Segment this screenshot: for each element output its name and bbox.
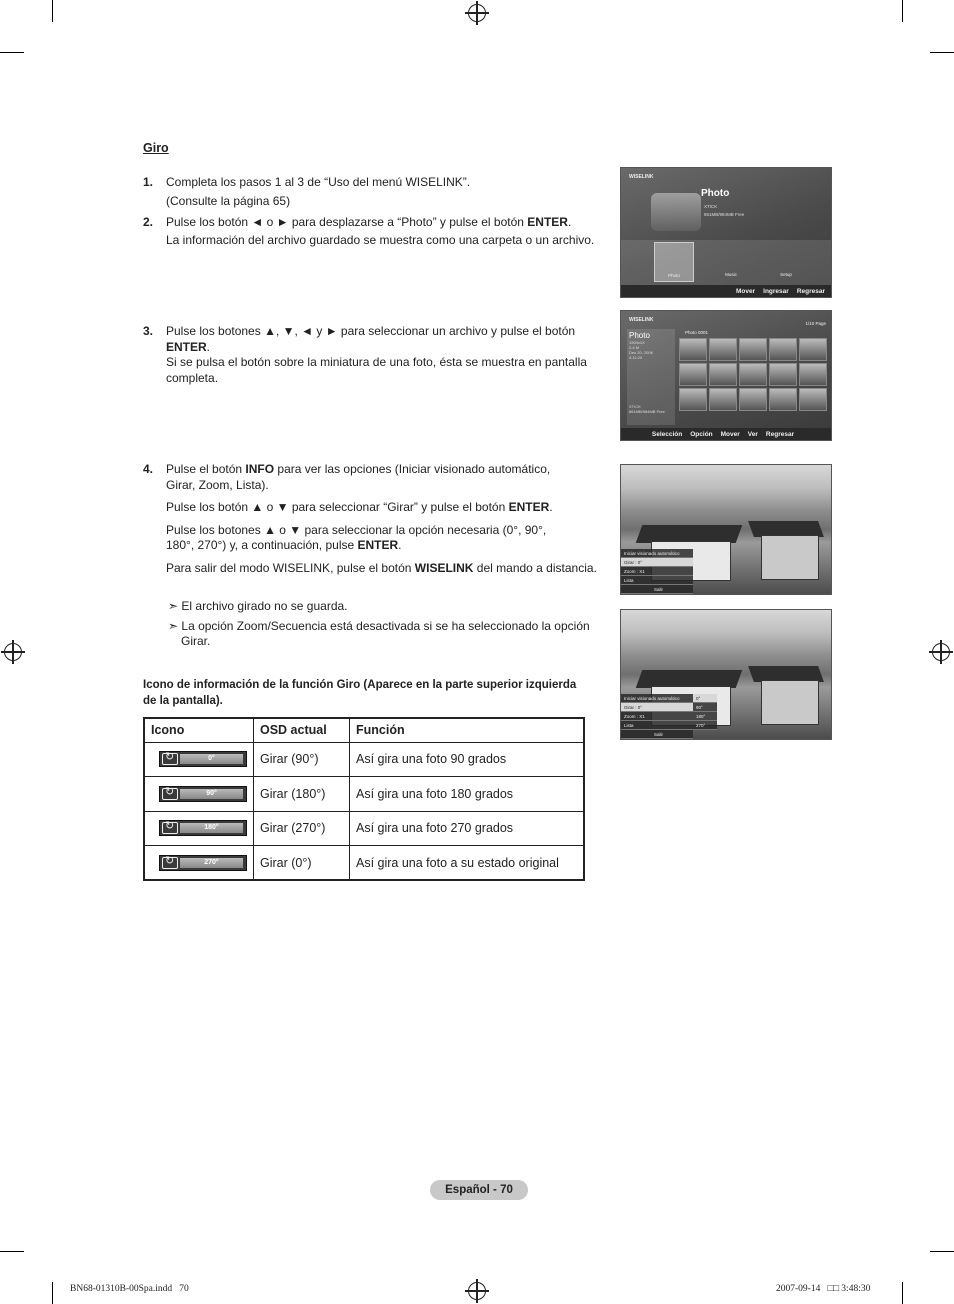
function-cell: Así gira una foto 180 grados [350, 777, 585, 812]
file-info: XTICK [629, 404, 641, 409]
menu-item-label: Setup [780, 272, 792, 277]
step-line: Si se pulsa el botón sobre la miniatura de una foto, ésta se muestra en pantalla [166, 355, 587, 369]
step-text [166, 324, 611, 386]
note-text: Girar. [181, 634, 211, 648]
column-header: Función [350, 718, 585, 742]
osd-menu-item[interactable]: Lista [621, 721, 693, 730]
step-line [166, 561, 611, 577]
thumbnail[interactable] [739, 338, 767, 361]
thumbnail[interactable] [739, 388, 767, 411]
osd-cell: Girar (180°) [254, 777, 350, 812]
folder-label: Photo 0001 [685, 330, 709, 335]
storage-free: 861MB/984MB Free [704, 212, 745, 217]
note-text: El archivo girado no se guarda. [181, 599, 348, 613]
rotate-icon [162, 753, 178, 765]
thumbnail[interactable] [679, 338, 707, 361]
note-arrow-icon: ➣ [168, 599, 179, 613]
icon-cell [144, 846, 254, 881]
step-text [166, 215, 611, 248]
step-line: Pulse los botones ▲, ▼, ◄ y ► para seleccionar un archivo y pulse el botón [166, 324, 576, 338]
step-line [166, 538, 611, 554]
osd-menu-item[interactable]: Iniciar visionado automático [621, 549, 693, 558]
table-header-row [144, 718, 584, 742]
file-info: Dec 20, 2006 [629, 350, 653, 355]
wiselink-logo: WISELINK [629, 174, 654, 180]
device-name: XTICK [704, 204, 718, 209]
wiselink-logo: WISELINK [629, 317, 654, 323]
rotate-osd-icon [159, 855, 247, 871]
osd-cell: Girar (0°) [254, 846, 350, 881]
osd-menu-item[interactable]: Iniciar visionado automático [621, 694, 693, 703]
osd-submenu-item[interactable]: 90° [693, 703, 717, 712]
file-info: 2.4 M [629, 345, 640, 350]
enter-key-label: ENTER [357, 538, 399, 552]
osd-menu-item[interactable]: Girar : 0° [621, 703, 693, 712]
photo-osd-submenu-screen [620, 609, 832, 740]
file-info: 861MB/984MB Free [629, 409, 665, 414]
step-line: Girar, Zoom, Lista). [166, 477, 269, 492]
menu-title: Photo [701, 188, 730, 199]
page-number-badge: Español - 70 [430, 1180, 528, 1200]
step-line [166, 500, 611, 516]
step-line [166, 340, 611, 356]
step-number: 4. [143, 462, 154, 476]
crop-mark [0, 1251, 24, 1252]
step-line: Pulse los botones ▲ o ▼ para seleccionar la opción necesaria (0°, 90°, [166, 522, 547, 537]
table-row [144, 742, 584, 777]
step-line-text: . [398, 538, 402, 552]
thumbnail[interactable] [769, 338, 797, 361]
step-line-text: . [567, 215, 572, 229]
thumbnail[interactable] [769, 363, 797, 386]
osd-menu-item[interactable]: Zoom : X1 [621, 712, 693, 721]
column-header: Icono [144, 718, 254, 742]
step-line: completa. [166, 370, 219, 385]
nav-return-label: Regresar [796, 287, 825, 295]
step-text [166, 175, 606, 209]
function-cell: Así gira una foto 90 grados [350, 742, 585, 777]
step-line-text: Pulse los botón ◄ o ► para desplazarse a “Photo” y pulse el botón [166, 215, 528, 229]
info-panel [627, 329, 675, 425]
crop-mark [930, 52, 954, 53]
nav-option-label: Opción [690, 430, 713, 438]
file-info: 1904x1X [629, 340, 645, 345]
table-row [144, 846, 584, 881]
thumbnail[interactable] [709, 363, 737, 386]
photo-osd-screen [620, 464, 832, 595]
crop-mark [52, 0, 53, 22]
crop-mark [902, 1282, 903, 1304]
page-indicator: 1/10 Page [805, 321, 826, 326]
rotate-icon [162, 788, 178, 800]
menu-item-music[interactable] [711, 242, 751, 282]
menu-item-label: Music [725, 272, 737, 277]
table-title-line: de la pantalla). [143, 694, 223, 707]
function-cell: Así gira una foto 270 grados [350, 811, 585, 846]
icon-cell [144, 811, 254, 846]
navigation-bar [621, 285, 831, 297]
wiselink-main-screen [620, 167, 832, 298]
thumbnail-grid [679, 338, 829, 411]
rotate-degree-label: 180° [180, 823, 243, 833]
nav-enter-label: Ingresar [763, 287, 789, 295]
osd-menu-item[interactable]: Zoom : X1 [621, 567, 693, 576]
step-line-text: para ver las opciones (Iniciar visionado automático, [274, 462, 551, 476]
menu-item-setup[interactable] [766, 242, 806, 282]
osd-submenu-item[interactable]: 180° [693, 712, 717, 721]
nav-view-label: Ver [747, 430, 758, 438]
panel-title: Photo [629, 331, 650, 340]
osd-cell: Girar (90°) [254, 742, 350, 777]
thumbnail[interactable] [769, 388, 797, 411]
crop-mark [930, 1251, 954, 1252]
step-text [166, 462, 611, 576]
note-text: La opción Zoom/Secuencia está desactivada si se ha seleccionado la opción [181, 619, 590, 633]
camera-graphic-icon [651, 193, 701, 231]
crop-mark [52, 1282, 53, 1304]
table-row [144, 811, 584, 846]
step-number: 2. [143, 215, 154, 229]
step-number: 1. [143, 175, 154, 189]
osd-menu-exit[interactable]: Salir [621, 730, 693, 739]
note-arrow-icon: ➣ [168, 619, 179, 633]
rotate-osd-icon [159, 751, 247, 767]
step-line-text: . [549, 500, 553, 514]
step-line-text: Pulse el botón [166, 462, 246, 476]
thumbnail[interactable] [679, 388, 707, 411]
registration-mark-icon [932, 643, 950, 661]
step-line: Completa los pasos 1 al 3 de “Uso del menú WISELINK”. [166, 175, 471, 189]
rotate-icon [162, 822, 178, 834]
osd-menu-exit[interactable]: Salir [621, 585, 693, 594]
nav-move-label: Mover [736, 287, 756, 295]
step-line [166, 462, 611, 478]
rotate-degree-label: 270° [180, 858, 243, 868]
enter-key-label: ENTER [166, 339, 207, 354]
section-title: Giro [143, 141, 169, 155]
crop-mark [0, 52, 24, 53]
icon-cell [144, 742, 254, 777]
function-cell: Así gira una foto a su estado original [350, 846, 585, 881]
navigation-bar [621, 428, 831, 440]
rotate-degree-label: 90° [180, 789, 243, 799]
column-header: OSD actual [254, 718, 350, 742]
step-line: La información del archivo guardado se muestra como una carpeta o un archivo. [166, 232, 595, 247]
thumbnail[interactable] [709, 388, 737, 411]
table-title-line: Icono de información de la función Giro (Aparece en la parte superior izquierda [143, 679, 577, 691]
rotate-osd-icon [159, 786, 247, 802]
table-row [144, 777, 584, 812]
enter-key-label: ENTER [508, 500, 550, 514]
print-timestamp: 2007-09-14 □□ 3:48:30 [776, 1284, 871, 1294]
info-key-label: INFO [245, 462, 275, 476]
enter-key-label: ENTER [527, 215, 568, 229]
thumbnail[interactable] [799, 388, 827, 411]
file-name: BN68-01310B-00Spa.indd 70 [70, 1284, 189, 1294]
nav-move-label: Mover [720, 430, 740, 438]
house [761, 680, 819, 725]
registration-mark-icon [468, 4, 486, 22]
osd-menu-item[interactable]: Lista [621, 576, 693, 585]
osd-cell: Girar (270°) [254, 811, 350, 846]
menu-item-photo[interactable] [654, 242, 694, 282]
note [168, 599, 598, 614]
osd-menu [621, 694, 693, 739]
osd-submenu-item[interactable]: 270° [693, 721, 717, 730]
note [168, 619, 598, 649]
osd-submenu-item[interactable]: 0° [693, 694, 717, 703]
crop-mark [902, 0, 903, 22]
osd-submenu [693, 694, 717, 730]
thumbnail[interactable] [709, 338, 737, 361]
registration-mark-icon [468, 1282, 486, 1300]
rotate-osd-icon [159, 820, 247, 836]
file-info: 4:11:20 [629, 355, 643, 360]
icon-cell [144, 777, 254, 812]
rotate-icon [162, 857, 178, 869]
step-line: (Consulte la página 65) [166, 193, 291, 208]
step-line-text: Para salir del modo WISELINK, pulse el botón [166, 560, 415, 575]
osd-menu [621, 549, 693, 594]
menu-item-label: Photo [668, 273, 680, 278]
house [761, 535, 819, 580]
thumbnail[interactable] [799, 338, 827, 361]
registration-mark-icon [4, 643, 22, 661]
osd-menu-item[interactable]: Girar : 0° [621, 558, 693, 567]
step-number: 3. [143, 324, 154, 338]
thumbnail[interactable] [799, 363, 827, 386]
nav-return-label: Regresar [765, 430, 795, 438]
step-line-text: del mando a distancia. [473, 560, 597, 575]
step-line-text: . [206, 339, 211, 354]
thumbnail[interactable] [739, 363, 767, 386]
step-line [166, 215, 611, 231]
wiselink-key-label: WISELINK [414, 560, 474, 575]
rotate-degree-label: 0° [180, 754, 243, 764]
rotation-table [143, 717, 585, 881]
step-line-text: 180°, 270°) y, a continuación, pulse [166, 538, 358, 552]
photo-browser-screen [620, 310, 832, 441]
thumbnail[interactable] [679, 363, 707, 386]
table-title [143, 678, 603, 709]
step-line-text: Pulse los botón ▲ o ▼ para seleccionar “Girar” y pulse el botón [166, 500, 509, 514]
nav-select-label: Selección [651, 430, 683, 438]
